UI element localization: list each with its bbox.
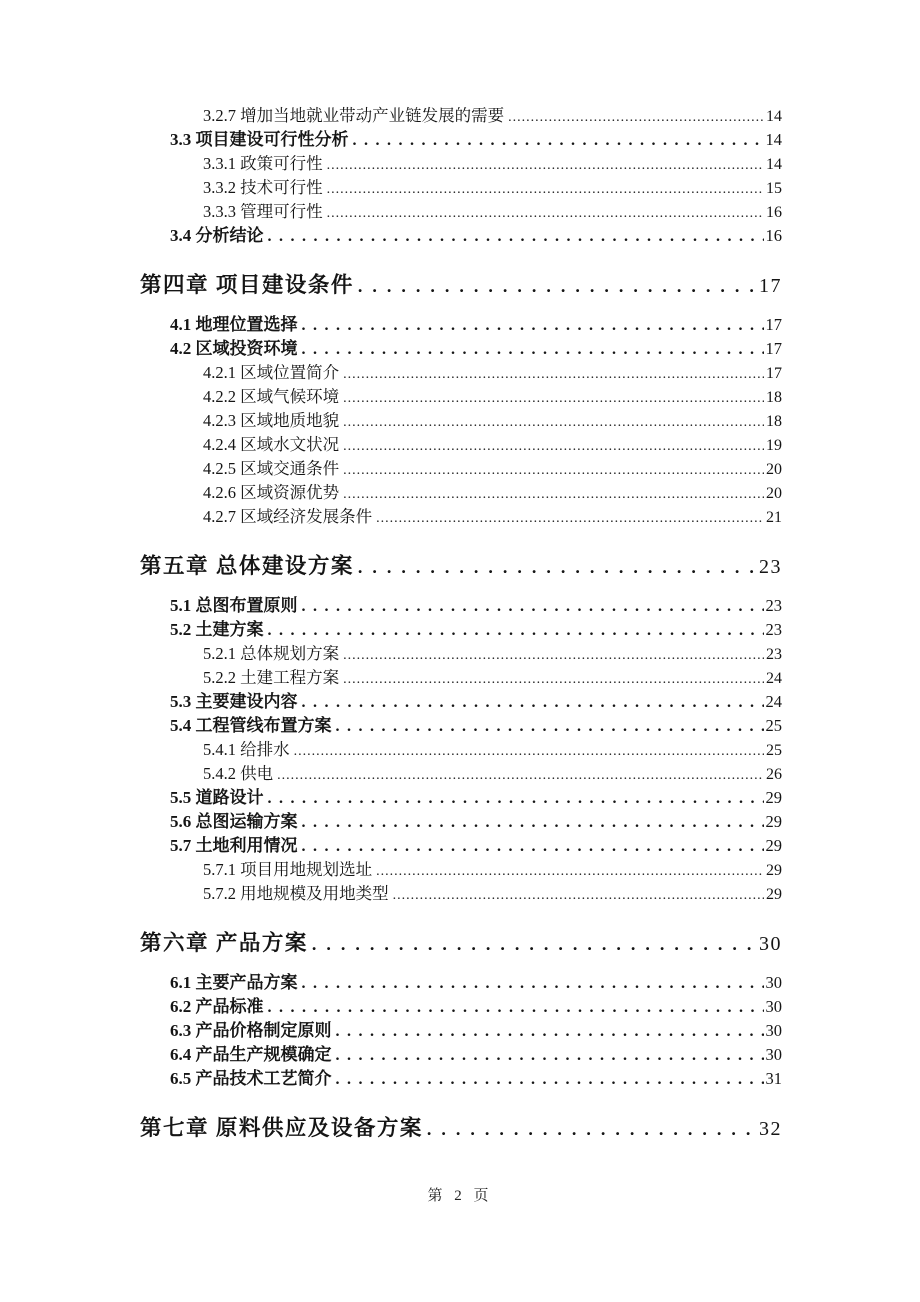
toc-entry-text: 5.6 总图运输方案 xyxy=(170,812,298,831)
toc-leader-dots xyxy=(508,104,764,128)
toc-entry-page: 17 xyxy=(765,339,782,358)
toc-entry-page: 29 xyxy=(765,812,782,831)
toc-entry-text: 6.3 产品价格制定原则 xyxy=(170,1021,332,1040)
toc-entry-page: 23 xyxy=(759,556,782,578)
toc-chapter-entry xyxy=(140,1112,782,1144)
toc-leader-dots xyxy=(343,642,764,666)
toc-entry xyxy=(140,505,782,529)
toc-entry xyxy=(140,433,782,457)
toc-entry-text: 第四章 项目建设条件 xyxy=(140,273,354,297)
toc xyxy=(140,104,782,1156)
toc-entry-page: 17 xyxy=(766,365,782,382)
toc-entry-page: 17 xyxy=(759,275,782,297)
toc-entry xyxy=(140,337,782,361)
toc-entry-text: 5.2.1 总体规划方案 xyxy=(203,644,340,663)
toc-entry-page: 16 xyxy=(765,226,782,245)
toc-entry-text: 4.2 区域投资环境 xyxy=(170,339,298,358)
toc-leader-dots xyxy=(336,1043,764,1067)
toc-entry-text: 5.5 道路设计 xyxy=(170,788,264,807)
toc-leader-dots xyxy=(302,810,764,834)
toc-entry-text: 第六章 产品方案 xyxy=(140,931,308,955)
toc-entry-page: 23 xyxy=(766,646,782,663)
toc-entry-text: 3.3.1 政策可行性 xyxy=(203,154,323,173)
toc-leader-dots xyxy=(312,927,757,959)
toc-entry-text: 5.1 总图布置原则 xyxy=(170,596,298,615)
toc-entry-page: 15 xyxy=(766,180,782,197)
toc-entry xyxy=(140,128,782,152)
toc-leader-dots xyxy=(343,409,764,433)
toc-leader-dots xyxy=(393,882,764,906)
toc-entry-text: 5.2.2 土建工程方案 xyxy=(203,668,340,687)
toc-leader-dots xyxy=(343,433,764,457)
toc-leader-dots xyxy=(302,594,764,618)
toc-leader-dots xyxy=(268,786,764,810)
toc-leader-dots xyxy=(376,505,764,529)
toc-entry-page: 23 xyxy=(765,620,782,639)
toc-leader-dots xyxy=(343,457,764,481)
toc-entry-text: 4.2.1 区域位置简介 xyxy=(203,363,340,382)
page-number-footer: 第 2 页 xyxy=(427,1188,493,1204)
toc-entry xyxy=(140,224,782,248)
toc-leader-dots xyxy=(294,738,764,762)
toc-leader-dots xyxy=(358,269,757,301)
toc-entry xyxy=(140,786,782,810)
toc-entry xyxy=(140,642,782,666)
toc-entry-page: 30 xyxy=(759,933,782,955)
toc-entry xyxy=(140,666,782,690)
toc-entry-text: 3.2.7 增加当地就业带动产业链发展的需要 xyxy=(203,106,505,125)
toc-entry-text: 5.4 工程管线布置方案 xyxy=(170,716,332,735)
toc-entry xyxy=(140,313,782,337)
toc-entry-text: 3.3.3 管理可行性 xyxy=(203,202,323,221)
toc-leader-dots xyxy=(343,666,764,690)
toc-leader-dots xyxy=(327,152,764,176)
toc-entry xyxy=(140,762,782,786)
toc-leader-dots xyxy=(302,337,764,361)
toc-entry-text: 4.2.6 区域资源优势 xyxy=(203,483,340,502)
toc-entry xyxy=(140,1067,782,1091)
toc-entry xyxy=(140,834,782,858)
toc-entry-text: 5.4.1 给排水 xyxy=(203,740,290,759)
toc-entry-text: 5.2 土建方案 xyxy=(170,620,264,639)
toc-entry-text: 第五章 总体建设方案 xyxy=(140,554,354,578)
toc-entry-page: 30 xyxy=(765,1045,782,1064)
toc-entry-text: 3.3.2 技术可行性 xyxy=(203,178,323,197)
toc-entry xyxy=(140,618,782,642)
toc-entry xyxy=(140,714,782,738)
toc-entry-page: 19 xyxy=(766,437,782,454)
toc-entry xyxy=(140,995,782,1019)
toc-entry xyxy=(140,152,782,176)
toc-entry-text: 5.3 主要建设内容 xyxy=(170,692,298,711)
toc-entry-text: 第七章 原料供应及设备方案 xyxy=(140,1116,423,1140)
toc-leader-dots xyxy=(302,971,764,995)
toc-entry-page: 18 xyxy=(766,413,782,430)
toc-entry xyxy=(140,810,782,834)
toc-entry xyxy=(140,858,782,882)
toc-entry xyxy=(140,594,782,618)
toc-entry-page: 26 xyxy=(766,766,782,783)
toc-leader-dots xyxy=(327,176,764,200)
toc-entry xyxy=(140,971,782,995)
toc-leader-dots xyxy=(343,361,764,385)
toc-entry-page: 17 xyxy=(765,315,782,334)
toc-entry-page: 29 xyxy=(765,788,782,807)
toc-leader-dots xyxy=(427,1112,757,1144)
toc-entry-page: 14 xyxy=(766,108,782,125)
toc-leader-dots xyxy=(336,1019,764,1043)
toc-entry-text: 3.4 分析结论 xyxy=(170,226,264,245)
toc-entry-page: 21 xyxy=(766,509,782,526)
toc-entry-text: 6.4 产品生产规模确定 xyxy=(170,1045,332,1064)
toc-chapter-entry xyxy=(140,550,782,582)
toc-leader-dots xyxy=(327,200,764,224)
toc-leader-dots xyxy=(268,618,764,642)
toc-entry xyxy=(140,690,782,714)
toc-entry-text: 4.2.3 区域地质地貌 xyxy=(203,411,340,430)
toc-entry-page: 30 xyxy=(765,997,782,1016)
toc-entry-page: 29 xyxy=(766,862,782,879)
toc-entry-page: 25 xyxy=(766,742,782,759)
toc-entry xyxy=(140,385,782,409)
toc-entry-text: 3.3 项目建设可行性分析 xyxy=(170,130,349,149)
toc-entry-page: 18 xyxy=(766,389,782,406)
toc-entry-page: 24 xyxy=(765,692,782,711)
toc-entry-text: 5.7 土地利用情况 xyxy=(170,836,298,855)
toc-entry-page: 31 xyxy=(765,1069,782,1088)
toc-leader-dots xyxy=(376,858,764,882)
toc-entry-page: 30 xyxy=(765,1021,782,1040)
toc-entry-page: 16 xyxy=(766,204,782,221)
toc-leader-dots xyxy=(336,714,764,738)
toc-entry-page: 29 xyxy=(765,836,782,855)
toc-entry-text: 4.2.5 区域交通条件 xyxy=(203,459,340,478)
toc-entry-text: 5.7.1 项目用地规划选址 xyxy=(203,860,373,879)
toc-entry-text: 5.4.2 供电 xyxy=(203,764,274,783)
toc-entry-page: 29 xyxy=(766,886,782,903)
toc-entry-page: 32 xyxy=(759,1118,782,1140)
toc-entry-text: 5.7.2 用地规模及用地类型 xyxy=(203,884,389,903)
toc-chapter-entry xyxy=(140,269,782,301)
toc-entry-text: 4.2.2 区域气候环境 xyxy=(203,387,340,406)
toc-entry xyxy=(140,200,782,224)
toc-entry xyxy=(140,882,782,906)
toc-entry-page: 23 xyxy=(765,596,782,615)
toc-entry-text: 6.2 产品标准 xyxy=(170,997,264,1016)
toc-leader-dots xyxy=(336,1067,764,1091)
toc-leader-dots xyxy=(343,481,764,505)
toc-entry-page: 20 xyxy=(766,461,782,478)
toc-leader-dots xyxy=(343,385,764,409)
toc-entry xyxy=(140,409,782,433)
toc-entry xyxy=(140,481,782,505)
toc-entry-page: 25 xyxy=(765,716,782,735)
toc-entry-page: 14 xyxy=(766,156,782,173)
toc-entry-text: 4.1 地理位置选择 xyxy=(170,315,298,334)
toc-entry xyxy=(140,361,782,385)
toc-entry-page: 20 xyxy=(766,485,782,502)
toc-entry xyxy=(140,457,782,481)
toc-leader-dots xyxy=(353,128,764,152)
toc-entry-page: 30 xyxy=(765,973,782,992)
toc-entry-page: 24 xyxy=(766,670,782,687)
toc-entry-text: 4.2.4 区域水文状况 xyxy=(203,435,340,454)
toc-entry-text: 4.2.7 区域经济发展条件 xyxy=(203,507,373,526)
toc-entry xyxy=(140,176,782,200)
toc-chapter-entry xyxy=(140,927,782,959)
toc-leader-dots xyxy=(268,224,764,248)
toc-entry xyxy=(140,1019,782,1043)
toc-entry-page: 14 xyxy=(765,130,782,149)
toc-entry xyxy=(140,1043,782,1067)
toc-entry-text: 6.5 产品技术工艺简介 xyxy=(170,1069,332,1088)
toc-entry xyxy=(140,104,782,128)
toc-entry-text: 6.1 主要产品方案 xyxy=(170,973,298,992)
toc-leader-dots xyxy=(358,550,757,582)
toc-leader-dots xyxy=(302,690,764,714)
toc-leader-dots xyxy=(268,995,764,1019)
toc-leader-dots xyxy=(277,762,764,786)
toc-leader-dots xyxy=(302,313,764,337)
toc-leader-dots xyxy=(302,834,764,858)
toc-entry xyxy=(140,738,782,762)
